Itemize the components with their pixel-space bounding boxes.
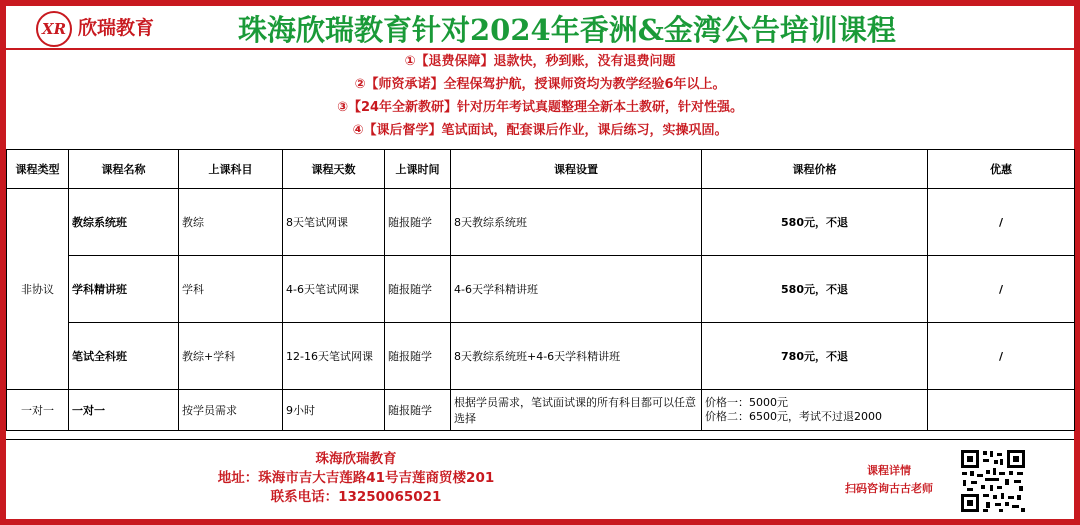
course-discount: /: [928, 256, 1075, 323]
contact-block: [186, 450, 526, 507]
course-subject: 按学员需求: [179, 390, 283, 431]
course-name: 一对一: [69, 390, 179, 431]
header-time: 上课时间: [385, 150, 451, 189]
note-research: ③【24年全新教研】针对历年考试真题整理全新本土教研，针对性强。: [336, 100, 744, 115]
course-discount: /: [928, 323, 1075, 390]
course-days: 8天笔试网课: [283, 189, 385, 256]
table-row: [7, 256, 1075, 323]
table-header-row: [7, 150, 1075, 189]
course-price: 580元，不退: [702, 189, 928, 256]
course-time: 随报随学: [385, 189, 451, 256]
course-price: 780元，不退: [702, 323, 928, 390]
header-setup: 课程设置: [451, 150, 702, 189]
header-days: 课程天数: [283, 150, 385, 189]
qr-caption: [824, 462, 954, 498]
price-option-two: 价格二：6500元，考试不过退2000: [705, 410, 882, 423]
page-title: 珠海欣瑞教育针对2024年香洲&金湾公告培训课程: [238, 13, 896, 47]
header-course-type: 课程类型: [7, 150, 69, 189]
table-row: [7, 189, 1075, 256]
course-subject: 教综+学科: [179, 323, 283, 390]
org-name: 珠海欣瑞教育: [315, 451, 397, 467]
course-name: 教综系统班: [69, 189, 179, 256]
course-days: 9小时: [283, 390, 385, 431]
poster-header: [6, 6, 1074, 50]
course-discount: [928, 390, 1075, 431]
header-subject: 上课科目: [179, 150, 283, 189]
course-setup: 根据学员需求，笔试面试课的所有科目都可以任意选择: [451, 390, 702, 431]
course-time: 随报随学: [385, 256, 451, 323]
qr-code-icon[interactable]: [959, 448, 1027, 514]
course-discount: /: [928, 189, 1075, 256]
course-type-cell: 非协议: [7, 189, 69, 390]
table-row: [7, 323, 1075, 390]
table-row-one-on-one: [7, 390, 1075, 431]
guarantee-notes: [6, 50, 1074, 148]
note-refund: ①【退费保障】退款快，秒到账，没有退费问题: [404, 54, 676, 69]
course-subject: 学科: [179, 256, 283, 323]
brand-logo: XR: [36, 11, 72, 47]
course-days: 12-16天笔试网课: [283, 323, 385, 390]
course-table: [6, 149, 1075, 431]
course-type-cell: 一对一: [7, 390, 69, 431]
course-setup: 4-6天学科精讲班: [451, 256, 702, 323]
note-teachers: ②【师资承诺】全程保驾护航，授课师资均为教学经验6年以上。: [354, 77, 726, 92]
address: 地址：珠海市吉大吉莲路41号吉莲商贸楼201: [217, 470, 495, 486]
course-setup: 8天教综系统班: [451, 189, 702, 256]
brand-name: 欣瑞教育: [78, 17, 155, 39]
course-price-options: [702, 390, 928, 431]
course-days: 4-6天笔试网课: [283, 256, 385, 323]
course-setup: 8天教综系统班+4-6天学科精讲班: [451, 323, 702, 390]
header-course-name: 课程名称: [69, 150, 179, 189]
qr-caption-title: 课程详情: [867, 464, 911, 477]
phone: 联系电话：13250065021: [270, 489, 442, 505]
header-price: 课程价格: [702, 150, 928, 189]
course-time: 随报随学: [385, 323, 451, 390]
note-supervision: ④【课后督学】笔试面试，配套课后作业，课后练习，实操巩固。: [352, 123, 728, 138]
poster-footer: [6, 439, 1074, 520]
qr-caption-text: 扫码咨询古古老师: [845, 482, 933, 495]
price-option-one: 价格一：5000元: [705, 396, 788, 409]
course-price: 580元，不退: [702, 256, 928, 323]
course-time: 随报随学: [385, 390, 451, 431]
course-name: 学科精讲班: [69, 256, 179, 323]
course-subject: 教综: [179, 189, 283, 256]
header-discount: 优惠: [928, 150, 1075, 189]
course-name: 笔试全科班: [69, 323, 179, 390]
